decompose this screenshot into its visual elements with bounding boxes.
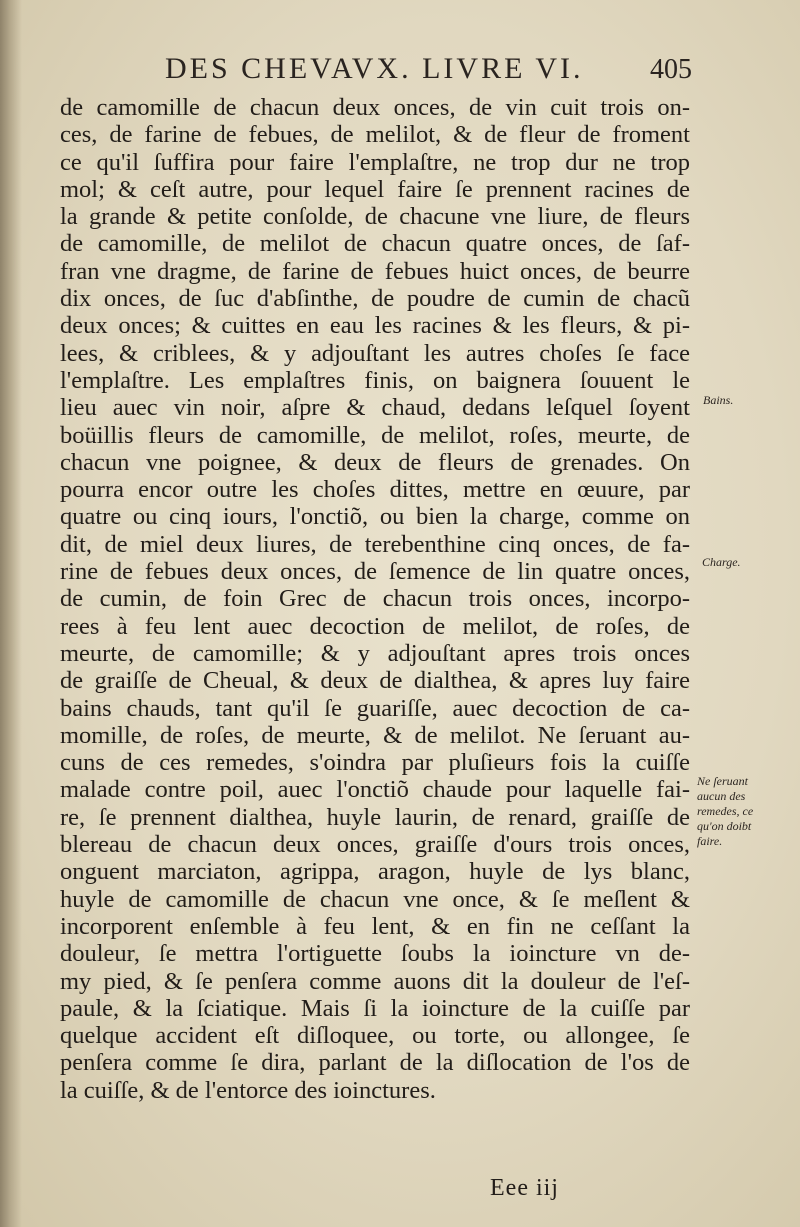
running-title: DES CHEVAVX. LIVRE VI.	[165, 52, 584, 85]
text-line: blereau de chacun deux onces, graiſſe d'ours trois onces,	[60, 831, 690, 859]
margin-note-line: Ne ſeruant	[697, 774, 748, 788]
text-line: dix onces, de ſuc d'abſinthe, de poudre de cumin de chacũ	[60, 285, 690, 313]
margin-note-ne-seruant	[697, 774, 777, 849]
text-line: re, ſe prennent dialthea, huyle laurin, de renard, graiſſe de	[60, 803, 690, 831]
text-line: pourra encor outre les choſes dittes, mettre en œuure, par	[60, 476, 690, 504]
text-line: lieu auec vin noir, aſpre & chaud, dedans leſquel ſoyent	[60, 394, 690, 422]
text-line: l'emplaſtre. Les emplaſtres finis, on baignera ſouuent le	[60, 366, 690, 394]
binding-gutter	[0, 0, 22, 1227]
text-line: paule, & la ſciatique. Mais ſi la ioincture de la cuiſſe par	[60, 994, 690, 1022]
text-line: dit, de miel deux liures, de terebenthine cinq onces, de fa-	[60, 530, 690, 558]
text-line: deux onces; & cuittes en eau les racines & les fleurs, & pi-	[60, 312, 690, 340]
text-line: boüillis fleurs de camomille, de melilot, roſes, meurte, de	[60, 421, 690, 449]
signature-mark: Eee iij	[490, 1175, 559, 1201]
text-line: onguent marciaton, agrippa, aragon, huyle de lys blanc,	[60, 858, 690, 886]
margin-note-bains: Bains.	[703, 393, 734, 407]
text-line: chacun vne poignee, & deux de fleurs de grenades. On	[60, 448, 690, 476]
text-line: huyle de camomille de chacun vne once, & ſe meſlent &	[60, 885, 690, 913]
text-line: mol; & ceſt autre, pour lequel faire ſe prennent racines de	[60, 175, 690, 203]
margin-note-line: faire.	[697, 834, 723, 848]
text-line: de camomille de chacun deux onces, de vin cuit trois on-	[60, 94, 690, 121]
text-line: douleur, ſe mettra l'ortiguette ſoubs la ioincture vn de-	[60, 940, 690, 968]
text-line: quatre ou cinq iours, l'onctiõ, ou bien la charge, comme on	[60, 503, 690, 531]
text-line: cuns de ces remedes, s'oindra par pluſieurs fois la cuiſſe	[60, 749, 690, 777]
text-line: ces, de farine de febues, de melilot, & de fleur de froment	[60, 121, 690, 149]
text-line: my pied, & ſe penſera comme auons dit la douleur de l'eſ-	[60, 967, 690, 995]
text-line: bains chauds, tant qu'il ſe guariſſe, auec decoction de ca-	[60, 694, 690, 722]
margin-note-line: qu'on doibt	[697, 819, 752, 833]
text-line: rine de febues deux onces, de ſemence de lin quatre onces,	[60, 558, 690, 586]
text-line: de cumin, de foin Grec de chacun trois onces, incorpo-	[60, 585, 690, 613]
page-number: 405	[650, 54, 692, 85]
text-line: incorporent enſemble à feu lent, & en fin ne ceſſant la	[60, 912, 690, 940]
page-header	[160, 52, 720, 92]
text-line: lees, & criblees, & y adjouſtant les autres choſes ſe face	[60, 339, 690, 367]
text-line: ce qu'il ſuffira pour faire l'emplaſtre, ne trop dur ne trop	[60, 148, 690, 176]
text-line: malade contre poil, auec l'onctiõ chaude pour laquelle fai-	[60, 776, 690, 804]
text-line: penſera comme ſe dira, parlant de la diſlocation de l'os de	[60, 1049, 690, 1077]
text-line: la grande & petite conſolde, de chacune vne liure, de fleurs	[60, 203, 690, 231]
text-line: rees à feu lent auec decoction de melilot, de roſes, de	[60, 612, 690, 640]
body-text	[60, 94, 690, 1104]
margin-note-line: aucun des	[697, 789, 746, 803]
text-line: meurte, de camomille; & y adjouſtant apres trois onces	[60, 639, 690, 667]
margin-note-line: remedes, ce	[697, 804, 754, 818]
text-line: fran vne dragme, de farine de febues huict onces, de beurre	[60, 257, 690, 285]
text-line: la cuiſſe, & de l'entorce des ioinctures.	[60, 1076, 436, 1104]
text-line: de camomille, de melilot de chacun quatre onces, de ſaf-	[60, 230, 690, 258]
margin-note-charge: Charge.	[702, 555, 741, 569]
text-line: de graiſſe de Cheual, & deux de dialthea, & apres luy faire	[60, 667, 690, 695]
text-line: momille, de roſes, de meurte, & de melilot. Ne ſeruant au-	[60, 721, 690, 749]
text-line: quelque accident eſt diſloquee, ou torte, ou allongee, ſe	[60, 1022, 690, 1050]
